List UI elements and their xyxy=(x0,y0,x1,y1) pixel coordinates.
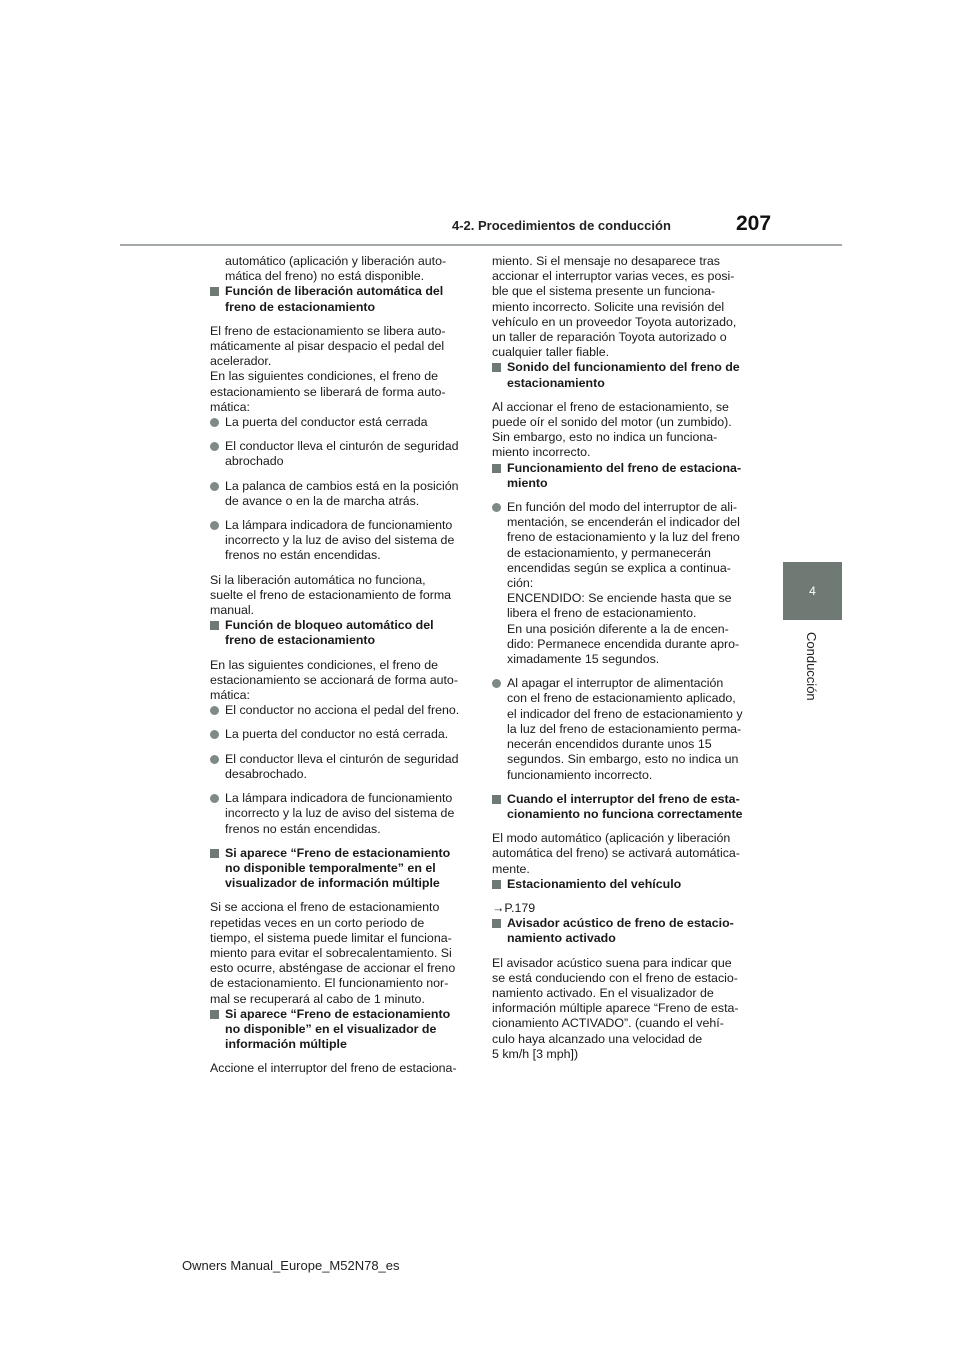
bullet-item xyxy=(492,500,756,667)
paragraph xyxy=(210,900,472,1006)
header-divider xyxy=(120,244,842,246)
continued-text xyxy=(210,254,472,284)
square-bullet-icon xyxy=(492,795,501,804)
bullet-text: La lámpara indicadora de funcionamiento incorrecto y la luz de aviso del sistema de frenos no están encendidas. xyxy=(225,518,455,563)
bullet-text: La palanca de cambios está en la posición de avance o en la de marcha atrás. xyxy=(225,478,459,508)
section-heading xyxy=(210,284,472,314)
paragraph xyxy=(210,324,472,415)
paragraph xyxy=(492,956,756,1062)
heading-text: Función de liberación automática del freno de estacionamiento xyxy=(225,284,444,314)
section-heading xyxy=(210,846,472,892)
heading-text: Cuando el interruptor del freno de esta- cionamiento no funciona correctamente xyxy=(507,791,743,821)
right-column xyxy=(492,254,756,1062)
heading-text: Funcionamiento del freno de estaciona- miento xyxy=(507,460,742,490)
circle-bullet-icon xyxy=(492,503,501,512)
square-bullet-icon xyxy=(492,464,501,473)
bullet-text: En función del modo del interruptor de ali- mentación, se encenderán el indicador del freno de estacionamiento y la luz del freno de estacionamiento, y permanecerán encendidas según se explica a continua- ción: ENCENDIDO: Se enciende hasta que se libera el freno de estacionamiento. En una posición diferente a la de encen- dido: Permanece encendida durante apro- ximadamente 15 segundos. xyxy=(507,500,740,667)
square-bullet-icon xyxy=(492,363,501,372)
bullet-text: La lámpara indicadora de funcionamiento incorrecto y la luz de aviso del sistema de frenos no están encendidas. xyxy=(225,791,455,836)
circle-bullet-icon xyxy=(210,442,219,451)
heading-text: Estacionamiento del vehículo xyxy=(507,876,682,891)
page-number: 207 xyxy=(736,212,772,235)
bullet-text: El conductor lleva el cinturón de seguridad abrochado xyxy=(225,439,459,469)
bullet-item xyxy=(210,752,472,782)
footer-text: Owners Manual_Europe_M52N78_es xyxy=(182,1258,400,1273)
heading-text: Función de bloqueo automático del freno de estacionamiento xyxy=(225,618,434,648)
bullet-item xyxy=(210,791,472,837)
bullet-item xyxy=(210,479,472,509)
paragraph xyxy=(210,573,472,619)
paragraph-text: automático (aplicación y liberación auto- mática del freno) no está disponible. xyxy=(225,254,447,284)
paragraph-text: El avisador acústico suena para indicar que se está conduciendo con el freno de estacio- namiento activado. En el visualizador de información múltiple aparece “Freno de esta- cionamiento ACTIVADO”. (cuando el vehí- culo haya alcanzado una velocidad de 5 km/h [3 mph]) xyxy=(492,955,739,1061)
bullet-item xyxy=(492,676,756,782)
paragraph-text: El modo automático (aplicación y liberación automática del freno) se activará automática- mente. xyxy=(492,831,740,876)
paragraph-text: En las siguientes condiciones, el freno de estacionamiento se accionará de forma auto- mática: xyxy=(210,657,458,703)
heading-text: Si aparece “Freno de estacionamiento no disponible” en el visualizador de información múltiple xyxy=(225,1006,451,1052)
circle-bullet-icon xyxy=(210,794,219,803)
bullet-item xyxy=(210,415,472,430)
square-bullet-icon xyxy=(210,287,219,296)
square-bullet-icon xyxy=(492,880,501,889)
paragraph-text: Si se acciona el freno de estacionamiento repetidas veces en un corto periodo de tiempo, el sistema puede limitar el funciona- miento para evitar el sobrecalentamiento. Si esto ocurre, absténgase de accionar el freno de estacionamiento. El funcionamiento nor- mal se recuperará al cabo de 1 minuto. xyxy=(210,900,456,1006)
bullet-item xyxy=(210,518,472,564)
square-bullet-icon xyxy=(210,1010,219,1019)
heading-text: Sonido del funcionamiento del freno de estacionamiento xyxy=(507,360,740,390)
paragraph-text: Accione el interruptor del freno de estaciona- xyxy=(210,1061,457,1076)
bullet-text: La puerta del conductor no está cerrada. xyxy=(225,727,449,742)
square-bullet-icon xyxy=(210,621,219,630)
paragraph-text: →P.179 xyxy=(492,900,536,915)
paragraph-text: El freno de estacionamiento se libera auto- máticamente al pisar despacio el pedal del acelerador. En las siguientes condiciones, el freno de estacionamiento se liberará de forma auto- mática: xyxy=(210,323,446,414)
paragraph-text: Si la liberación automática no funciona, suelte el freno de estacionamiento de forma manual. xyxy=(210,572,452,618)
paragraph xyxy=(492,901,756,916)
section-heading xyxy=(492,792,756,822)
circle-bullet-icon xyxy=(492,679,501,688)
bullet-item xyxy=(210,727,472,742)
paragraph-text: miento. Si el mensaje no desaparece tras accionar el interruptor varias veces, es posi- ble que el sistema presente un funciona- miento incorrecto. Solicite una revisión del vehículo en un proveedor Toyota autorizado, un taller de reparación Toyota autorizado o cualquier taller fiable. xyxy=(492,254,737,360)
circle-bullet-icon xyxy=(210,418,219,427)
paragraph xyxy=(210,1061,472,1076)
paragraph xyxy=(492,831,756,877)
square-bullet-icon xyxy=(210,849,219,858)
bullet-text: Al apagar el interruptor de alimentación con el freno de estacionamiento aplicado, el indicador del freno de estacionamiento y la luz del freno de estacionamiento perma- necerán encendidos durante unos 15 segundos. Sin embargo, esto no indica un funcionamiento incorrecto. xyxy=(507,676,743,782)
section-heading xyxy=(210,1007,472,1053)
circle-bullet-icon xyxy=(210,730,219,739)
section-heading xyxy=(492,461,756,491)
section-heading xyxy=(492,360,756,390)
circle-bullet-icon xyxy=(210,521,219,530)
circle-bullet-icon xyxy=(210,706,219,715)
heading-text: Si aparece “Freno de estacionamiento no disponible temporalmente” en el visualizador de información múltiple xyxy=(225,845,451,891)
section-heading xyxy=(492,916,756,946)
circle-bullet-icon xyxy=(210,482,219,491)
chapter-number: 4 xyxy=(809,584,816,598)
bullet-text: El conductor lleva el cinturón de seguridad desabrochado. xyxy=(225,751,459,781)
chapter-label: Conducción xyxy=(804,632,819,701)
bullet-text: La puerta del conductor está cerrada xyxy=(225,415,428,430)
section-heading xyxy=(492,877,756,892)
paragraph xyxy=(492,400,756,461)
chapter-tab[interactable] xyxy=(783,562,842,620)
paragraph xyxy=(210,658,472,704)
heading-text: Avisador acústico de freno de estacio- namiento activado xyxy=(507,916,734,946)
square-bullet-icon xyxy=(492,919,501,928)
bullet-item xyxy=(210,703,472,718)
paragraph xyxy=(492,254,756,360)
paragraph-text: Al accionar el freno de estacionamiento, se puede oír el sonido del motor (un zumbido). Sin embargo, esto no indica un funciona- miento incorrecto. xyxy=(492,399,732,460)
section-title: 4-2. Procedimientos de conducción xyxy=(452,218,671,233)
bullet-text: El conductor no acciona el pedal del freno. xyxy=(225,703,460,718)
section-heading xyxy=(210,618,472,648)
bullet-item xyxy=(210,439,472,469)
circle-bullet-icon xyxy=(210,755,219,764)
left-column xyxy=(210,254,472,1077)
